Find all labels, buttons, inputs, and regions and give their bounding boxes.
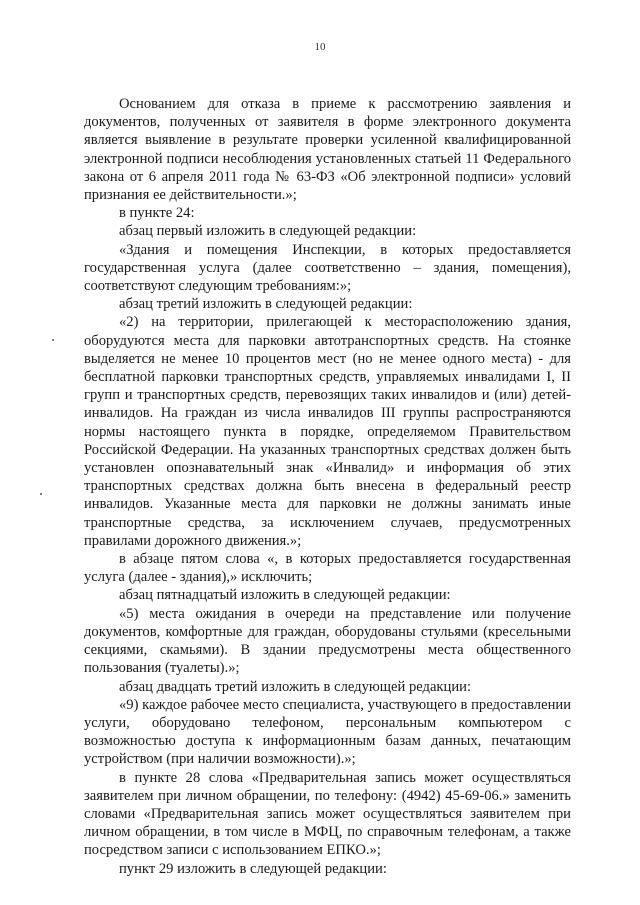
paragraph-twenty-third-para-edit: абзац двадцать третий изложить в следующей редакции: (119, 678, 472, 695)
paragraph-waiting-places: «5) места ожидания в очереди на представление или получение документов, комфортные для граждан, оборудованы стульями (кресельными секциями, скамьями). В здании предусмотрены места общественного пользования (туалеты).»; (84, 605, 571, 677)
paragraph-fifth-para-words: в абзаце пятом слова «, в которых предоставляется государственная услуга (далее - здания),» исключить; (84, 551, 571, 586)
page-number: 10 (314, 41, 326, 53)
paragraph-workplace: «9) каждое рабочее место специалиста, участвующего в предоставлении услуги, оборудовано телефоном, персональным компьютером с возможностью доступа к информационным базам данных, печатающим устройством (при наличии возможности).»; (84, 696, 571, 768)
document-body (84, 95, 571, 878)
paragraph-fifteenth-para-edit: абзац пятнадцатый изложить в следующей редакции: (119, 587, 451, 604)
paragraph-buildings: «Здания и помещения Инспекции, в которых предоставляется государственная услуга (далее соответственно – здания, помещения), соответствуют следующим требованиям:»; (84, 241, 571, 295)
paragraph-third-para-edit: абзац третий изложить в следующей редакции: (119, 296, 413, 313)
scan-speck (52, 339, 54, 341)
paragraph-item-24: в пункте 24: (119, 205, 195, 222)
paragraph-item-28: в пункте 28 слова «Предварительная запись может осуществляться заявителем при личном обращении, по телефону: (4942) 45-69-06.» заменить словами «Предварительная запись может осуществляться заявителем при личном обращении, в том числе в МФЦ, по справочным телефонам, а также посредством записи с использованием ЕПКО.»; (84, 769, 571, 859)
scan-speck (40, 493, 42, 495)
paragraph-item-29: пункт 29 изложить в следующей редакции: (119, 860, 387, 877)
paragraph-parking: «2) на территории, прилегающей к месторасположению здания, оборудуются места для парковки автотранспортных средств. На стоянке выделяется не менее 10 процентов мест (но не менее одного места) - для бесплатной парковки транспортных средств, управляемых инвалидами I, II групп и транспортных средств, перевозящих таких инвалидов и (или) детей-инвалидов. На граждан из числа инвалидов III группы распространяются нормы настоящего пункта в порядке, определяемом Правительством Российской Федерации. На указанных транспортных средствах должен быть установлен опознавательный знак «Инвалид» и информация об этих транспортных средствах должна быть внесена в федеральный реестр инвалидов. Указанные места для парковки не должны занимать иные транспортные средства, за исключением случаев, предусмотренных правилами дорожного движения.»; (84, 314, 571, 549)
paragraph-first-para-edit: абзац первый изложить в следующей редакции: (119, 223, 417, 240)
paragraph-refusal-grounds: Основанием для отказа в приеме к рассмотрению заявления и документов, полученных от заявителя в форме электронного документа является выявление в результате проверки усиленной квалифицированной электронной подписи несоблюдения установленных статьей 11 Федерального закона от 6 апреля 2011 года № 63-ФЗ «Об электронной подписи» условий признания ее действительности.»; (84, 96, 571, 204)
